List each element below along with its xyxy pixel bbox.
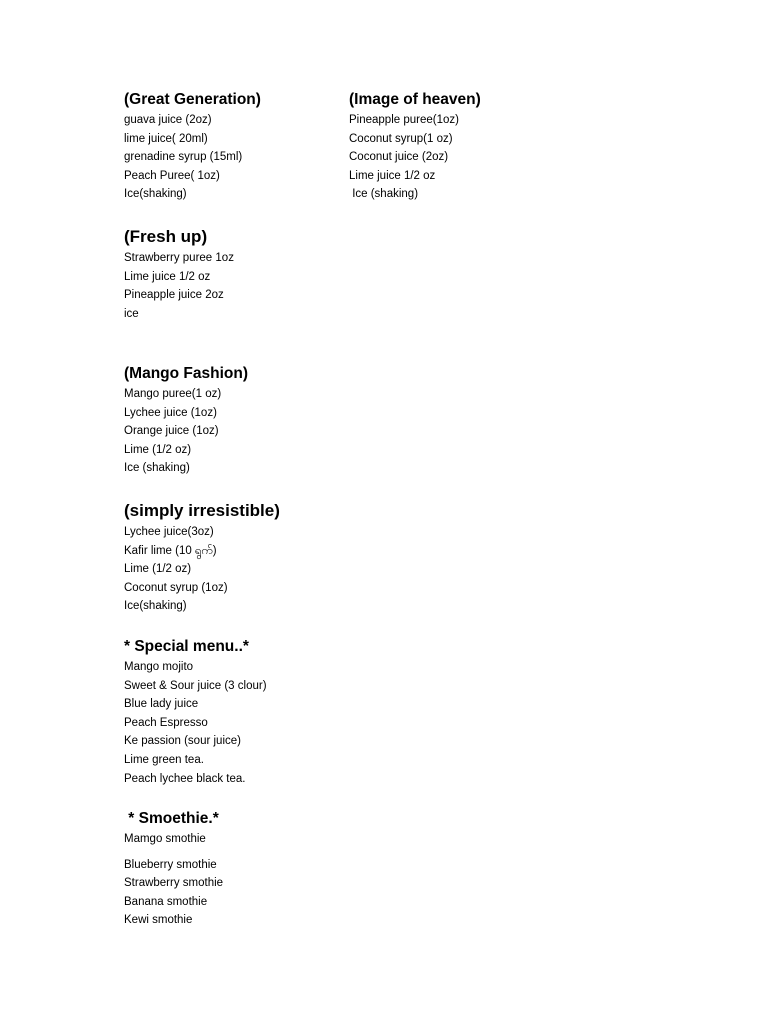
menu-item: Peach lychee black tea. <box>124 772 246 785</box>
menu-item: Blue lady juice <box>124 698 199 711</box>
ingredient-item: guava juice (2oz) <box>124 114 212 126</box>
menu-list <box>124 830 223 930</box>
menu-item: Banana smothie <box>124 895 208 908</box>
ingredient-item: Lime (1/2 oz) <box>124 443 192 456</box>
section-title: * Smoethie.* <box>124 810 219 827</box>
ingredient-item: Lychee juice(3oz) <box>124 526 214 538</box>
ingredient-item: Peach Puree( 1oz) <box>124 169 220 182</box>
ingredient-list <box>124 249 234 323</box>
ingredient-item: Orange juice (1oz) <box>124 425 219 438</box>
ingredient-item: Lychee juice (1oz) <box>124 406 217 419</box>
ingredient-item: Pineapple juice 2oz <box>124 289 224 302</box>
menu-item: Peach Espresso <box>124 716 208 729</box>
ingredient-list <box>124 385 248 478</box>
ingredient-item: Kafir lime (10 ရွက်) <box>124 544 217 557</box>
ingredient-item: Mango puree(1 oz) <box>124 388 222 400</box>
menu-item: Strawberry smothie <box>124 877 224 890</box>
ingredient-item: Coconut syrup(1 oz) <box>349 132 453 145</box>
ingredient-item: grenadine syrup (15ml) <box>124 151 243 164</box>
ingredient-item: Lime (1/2 oz) <box>124 563 192 576</box>
ingredient-item: Coconut juice (2oz) <box>349 151 449 164</box>
special-menu <box>124 637 267 788</box>
recipe-fresh-up <box>124 226 234 323</box>
recipe-title: (Great Generation) <box>124 91 261 108</box>
ingredient-item: Ice(shaking) <box>124 188 187 201</box>
ingredient-item: Lime juice 1/2 oz <box>349 169 436 182</box>
menu-item: Sweet & Sour juice (3 clour) <box>124 679 267 692</box>
menu-item: Kewi smothie <box>124 914 193 927</box>
recipe-image-of-heaven <box>349 90 481 204</box>
ingredient-list <box>349 111 481 204</box>
ingredient-item: Coconut syrup (1oz) <box>124 581 228 594</box>
recipe-title: (Mango Fashion) <box>124 365 248 382</box>
ingredient-item: ice <box>124 307 139 320</box>
menu-item: Mamgo smothie <box>124 833 206 845</box>
ingredient-item: Lime juice 1/2 oz <box>124 270 211 283</box>
recipe-title: (Image of heaven) <box>349 91 481 108</box>
recipe-mango-fashion <box>124 364 248 478</box>
menu-item: Blueberry smothie <box>124 858 217 871</box>
recipe-simply-irresistible <box>124 500 280 616</box>
ingredient-item: Strawberry puree 1oz <box>124 252 234 264</box>
ingredient-item: Ice (shaking) <box>124 462 190 475</box>
ingredient-list <box>124 111 261 204</box>
section-title: * Special menu..* <box>124 638 249 655</box>
recipe-title: (simply irresistible) <box>124 501 280 520</box>
ingredient-list <box>124 523 280 616</box>
menu-item: Lime green tea. <box>124 753 204 766</box>
ingredient-item: Ice(shaking) <box>124 600 187 613</box>
smoothie-menu <box>124 809 223 930</box>
menu-item: Mango mojito <box>124 661 194 673</box>
recipe-great-generation <box>124 90 261 204</box>
recipe-title: (Fresh up) <box>124 227 208 246</box>
ingredient-item: Ice (shaking) <box>349 188 419 201</box>
menu-list <box>124 658 267 788</box>
menu-item: Ke passion (sour juice) <box>124 735 241 748</box>
ingredient-item: lime juice( 20ml) <box>124 132 208 145</box>
list-spacer <box>124 849 223 856</box>
ingredient-item: Pineapple puree(1oz) <box>349 114 459 126</box>
